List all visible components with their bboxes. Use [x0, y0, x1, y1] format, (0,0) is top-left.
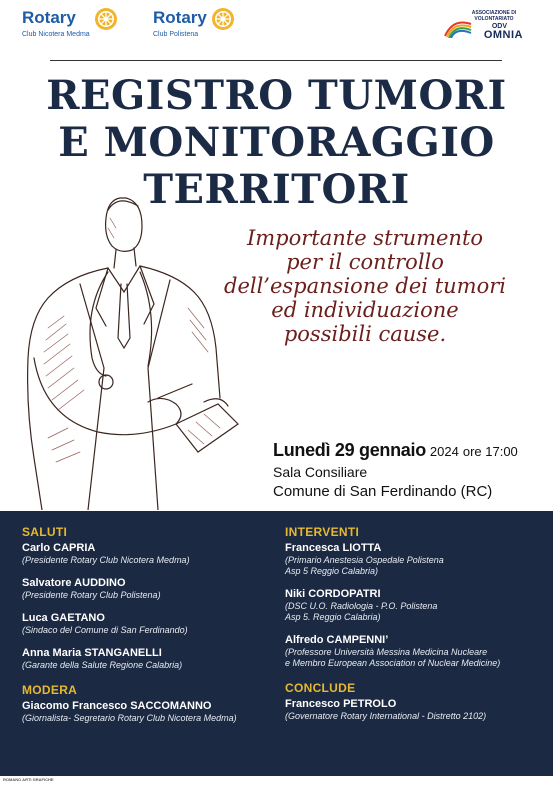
- header: [0, 0, 553, 60]
- speaker-role: (Presidente Rotary Club Nicotera Medma): [22, 555, 190, 565]
- closing-speaker-name: Francesco PETROLO: [285, 698, 397, 710]
- logo-brand: Rotary: [22, 8, 76, 27]
- event-date: [273, 440, 543, 461]
- speaker-name: Luca GAETANO: [22, 612, 105, 624]
- speaker-item: [22, 576, 277, 601]
- program-right-column: [285, 525, 547, 722]
- title-line2: E MONITORAGGIO: [58, 119, 495, 166]
- speaker-item: [22, 541, 277, 566]
- closing-speaker-role: (Governatore Rotary International - Distretto 2102): [285, 711, 487, 721]
- speaker-role: (Presidente Rotary Club Polistena): [22, 590, 161, 600]
- footer: [0, 776, 553, 786]
- modera-heading: MODERA: [22, 683, 78, 697]
- association-label: [465, 10, 523, 22]
- moderator-role: (Giornalista- Segretario Rotary Club Nicotera Medma): [22, 713, 237, 723]
- logo-club: Club Polistena: [153, 31, 199, 38]
- event-location: Comune di San Ferdinando (RC): [273, 483, 493, 500]
- speaker-name: Alfredo CAMPENNI’: [285, 634, 389, 646]
- association-line2: VOLONTARIATO: [474, 16, 514, 22]
- rotary-wheel-icon: [210, 6, 236, 32]
- subtitle-line4: ed individuazione: [271, 298, 459, 322]
- event-day: Lunedì 29 gennaio: [273, 440, 426, 460]
- speaker-name: Salvatore AUDDINO: [22, 577, 126, 589]
- association-line1: ASSOCIAZIONE DI: [471, 10, 517, 16]
- speaker-name: Carlo CAPRIA: [22, 542, 96, 554]
- moderator-item: [22, 699, 277, 724]
- speaker-role: (Primario Anestesia Ospedale Polistena: [285, 555, 444, 565]
- speaker-role: Asp 5. Reggio Calabria): [285, 612, 381, 622]
- title-line3: TERRITORI: [143, 166, 410, 213]
- rotary-nicotera-logo: [22, 8, 119, 39]
- subtitle-line1: Importante strumento: [246, 226, 484, 250]
- saluti-heading: SALUTI: [22, 525, 68, 539]
- speaker-role: (Sindaco del Comune di San Ferdinando): [22, 625, 188, 635]
- program-panel: [0, 511, 553, 776]
- speaker-item: [285, 587, 547, 623]
- program-left-column: [22, 525, 277, 724]
- event-details: [273, 440, 543, 500]
- subtitle-line2: per il controllo: [286, 250, 444, 274]
- speaker-name: Anna Maria STANGANELLI: [22, 647, 162, 659]
- speaker-item: [285, 541, 547, 577]
- speaker-item: [22, 611, 277, 636]
- rotary-polistena-logo: [153, 8, 236, 39]
- speaker-role: Asp 5 Reggio Calabria): [285, 566, 379, 576]
- moderator-name: Giacomo Francesco SACCOMANNO: [22, 700, 212, 712]
- header-divider: [50, 60, 502, 61]
- printer-credit: ROMANO ARTI GRAFICHE: [3, 777, 54, 782]
- omnia-association-logo: [443, 10, 533, 44]
- event-time: ore 17:00: [462, 444, 518, 459]
- event-year: 2024: [429, 444, 459, 459]
- speaker-name: Niki CORDOPATRI: [285, 588, 381, 600]
- subtitle-line3: dell’espansione dei tumori: [224, 274, 506, 298]
- event-venue: Sala Consiliare: [273, 464, 368, 480]
- title-line1: REGISTRO TUMORI: [46, 72, 507, 119]
- closing-speaker-item: [285, 697, 547, 722]
- subtitle-line5: possibili cause.: [283, 322, 447, 346]
- conclude-heading: CONCLUDE: [285, 681, 356, 695]
- logo-club: Club Nicotera Medma: [22, 31, 90, 38]
- rotary-wheel-icon: [93, 6, 119, 32]
- speaker-role: e Membro European Association of Nuclear Medicine): [285, 658, 501, 668]
- speaker-item: [285, 633, 547, 669]
- speaker-name: Francesca LIOTTA: [285, 542, 382, 554]
- association-name: OMNIA: [483, 29, 523, 41]
- association-odv: ODV: [491, 23, 507, 30]
- subtitle: [205, 226, 525, 346]
- speaker-role: (Garante della Salute Regione Calabria): [22, 660, 183, 670]
- speaker-item: [22, 646, 277, 671]
- speaker-role: (Professore Università Messina Medicina Nucleare: [285, 647, 488, 657]
- speaker-role: (DSC U.O. Radiologia - P.O. Polistena: [285, 601, 438, 611]
- logo-brand: Rotary: [153, 8, 207, 27]
- interventi-heading: INTERVENTI: [285, 525, 360, 539]
